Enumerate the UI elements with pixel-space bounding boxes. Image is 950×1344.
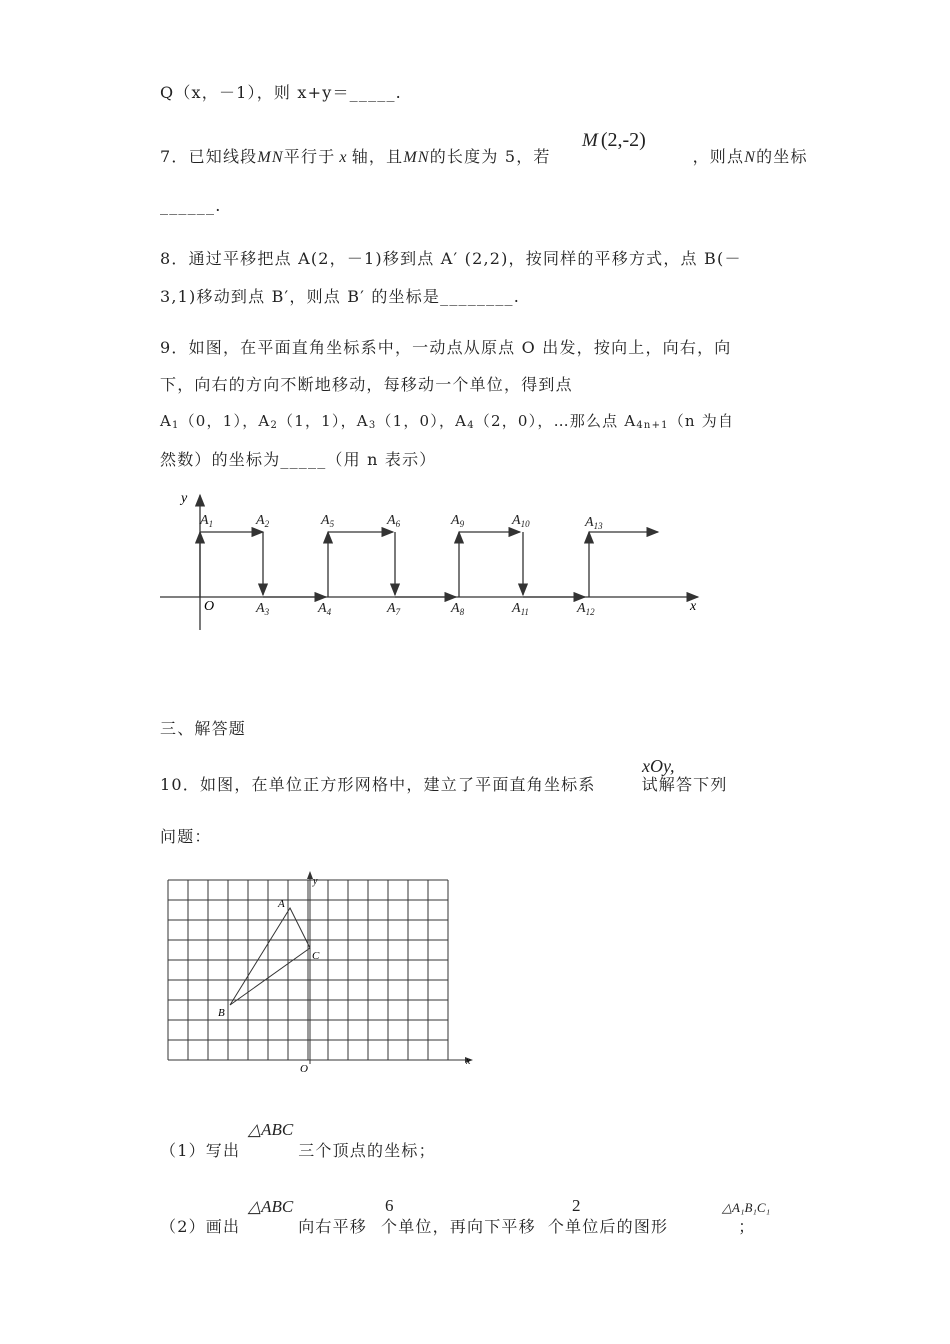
q8-line1: 8．通过平移把点 A(2，－1)移到点 A′ (2,2)，按同样的平移方式，点 B(－ — [160, 249, 742, 268]
label-a3: $A_3$ — [256, 601, 270, 617]
sub2-text: （2）画出 向右平移 个单位，再向下平移 个单位后的图形 ； — [160, 1217, 756, 1236]
q9-line2: 下，向右的方向不断地移动，每移动一个单位，得到点 — [160, 375, 573, 394]
q7-point-m: M (2,-2) — [582, 129, 646, 151]
q7-blank: ______. — [160, 196, 222, 215]
q10-line1: 10．如图，在单位正方形网格中，建立了平面直角坐标系 试解答下列 — [160, 775, 728, 794]
label-a6: $A_6$ — [387, 513, 401, 529]
label-a1: $A_1$ — [200, 513, 214, 529]
label-a8: $A_8$ — [451, 601, 465, 617]
label-a11: $A_{11}$ — [512, 601, 529, 617]
q9-line1: 9．如图，在平面直角坐标系中，一动点从原点 O 出发，按向上，向右，向 — [160, 338, 732, 357]
sub1-text: （1）写出 三个顶点的坐标； — [160, 1141, 436, 1160]
label-a7: $A_7$ — [387, 601, 401, 617]
label-a9: $A_9$ — [451, 513, 465, 529]
origin-label: O — [204, 599, 215, 614]
sub2-triangle: △ABC — [248, 1197, 294, 1216]
grid-origin-label: O — [300, 1063, 308, 1075]
q10-line2: 问题： — [160, 827, 212, 846]
path-figure — [150, 480, 720, 640]
q9-line4: 然数）的坐标为_____（用 n 表示） — [160, 450, 437, 469]
grid-figure — [160, 864, 490, 1084]
grid-y-label: y — [313, 876, 318, 887]
label-a5: $A_5$ — [321, 513, 335, 529]
grid-x-label: x — [466, 1056, 471, 1067]
q8-line2: 3,1)移动到点 B′，则点 B′ 的坐标是________. — [160, 287, 521, 306]
label-a10: $A_{10}$ — [512, 513, 530, 529]
label-a2: $A_2$ — [256, 513, 270, 529]
point-a-label: A — [278, 898, 285, 910]
label-a13: $A_{13}$ — [585, 515, 603, 531]
label-a4: $A_4$ — [318, 601, 332, 617]
q7-text: 7．已知线段MN平行于 x 轴，且MN的长度为 5，若 ，则点N的坐标 — [160, 147, 808, 166]
sub1-triangle: △ABC — [248, 1120, 294, 1139]
y-axis-label: y — [181, 491, 188, 506]
q10-xoy: xOy, — [642, 756, 675, 776]
q9-line3: $A_1(0$，1），$A_2(1$，1），$A_3(1$，0），$A_4(2$，0），…那么点 $A_{4n+1}(n$ 为自 — [160, 412, 735, 431]
sub2-six: 6 — [385, 1196, 394, 1215]
label-a12: $A_{12}$ — [577, 601, 595, 617]
x-axis-label: x — [690, 599, 697, 614]
triangle-abc — [230, 908, 310, 1005]
sub2-triangle-a1b1c1: △A₁B₁C₁ — [722, 1200, 771, 1215]
point-c-label: C — [312, 950, 320, 962]
q6-tail: Q（x，－1），则 x+y＝_____. — [160, 83, 402, 102]
point-b-label: B — [218, 1007, 225, 1019]
sub2-two: 2 — [572, 1196, 581, 1215]
section-title: 三、解答题 — [160, 719, 247, 738]
